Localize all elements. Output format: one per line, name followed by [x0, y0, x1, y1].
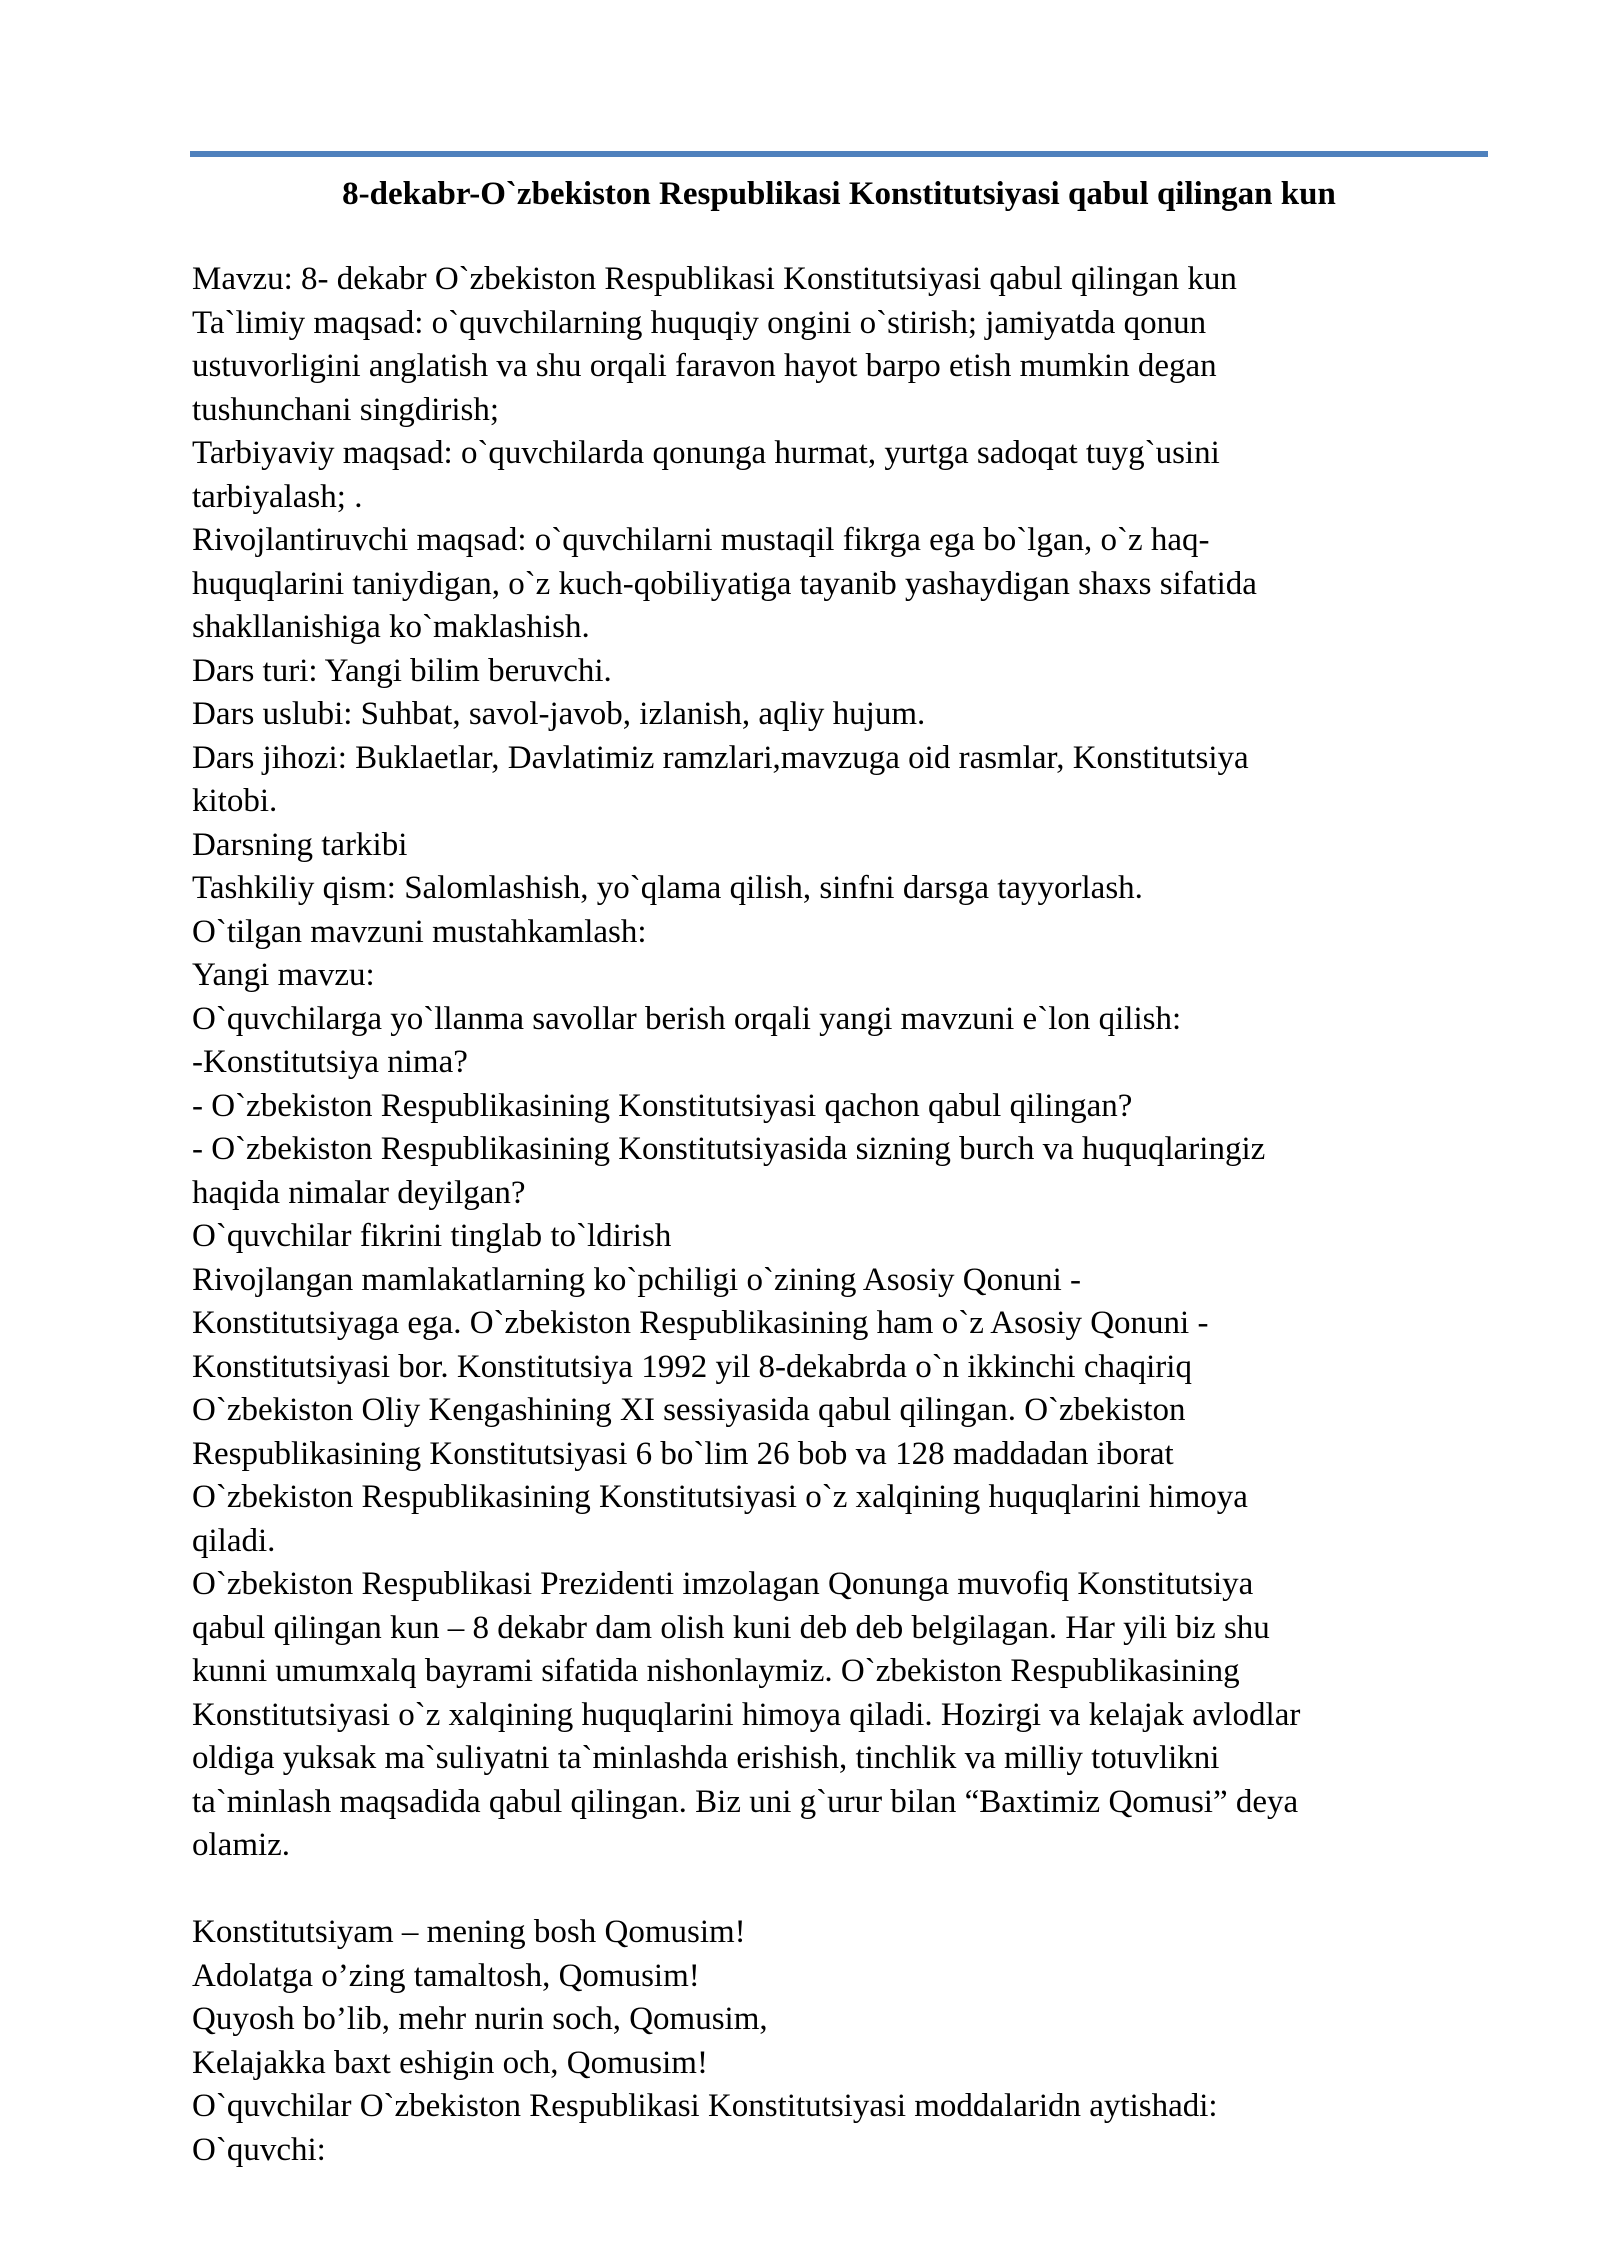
text-line: olamiz. — [192, 1827, 291, 1863]
blank-line — [192, 1868, 1492, 1912]
text-line: Ta`limiy maqsad: o`quvchilarning huquqiy ongini o`stirish; jamiyatda qonun — [192, 304, 1207, 341]
header-rule — [190, 151, 1488, 157]
text-line: kunni umumxalq bayrami sifatida nishonlaymiz. O`zbekiston Respublikasining — [192, 1653, 1240, 1689]
text-line: Konstitutsiyasi o`z xalqining huquqlarini himoya qiladi. Hozirgi va kelajak avlodlar — [192, 1696, 1301, 1733]
text-line: - O`zbekiston Respublikasining Konstitutsiyasi qachon qabul qilingan? — [192, 1087, 1133, 1124]
text-line: O`zbekiston Respublikasining Konstitutsiyasi o`z xalqining huquqlarini himoya — [192, 1479, 1248, 1515]
text-line: haqida nimalar deyilgan? — [192, 1174, 526, 1211]
text-line: Quyosh bo’lib, mehr nurin soch, Qomusim, — [192, 2001, 768, 2037]
text-line: shakllanishiga ko`maklashish. — [192, 609, 590, 645]
text-line: oldiga yuksak ma`suliyatni ta`minlashda erishish, tinchlik va milliy totuvlikni — [192, 1740, 1220, 1776]
text-line: qabul qilingan kun – 8 dekabr dam olish kuni deb deb belgilagan. Har yili biz shu — [192, 1609, 1270, 1646]
text-line: Dars jihozi: Buklaetlar, Davlatimiz ramzlari,mavzuga oid rasmlar, Konstitutsiya — [192, 739, 1249, 776]
text-line: Tarbiyaviy maqsad: o`quvchilarda qonunga hurmat, yurtga sadoqat tuyg`usini — [192, 435, 1220, 471]
document-body — [192, 258, 1492, 2172]
text-line: O`quvchilar fikrini tinglab to`ldirish — [192, 1218, 672, 1254]
text-line: ta`minlash maqsadida qabul qilingan. Biz uni g`urur bilan “Baxtimiz Qomusi” deya — [192, 1783, 1299, 1820]
text-line: O`zbekiston Respublikasi Prezidenti imzolagan Qonunga muvofiq Konstitutsiya — [192, 1566, 1254, 1602]
text-line: Kelajakka baxt eshigin och, Qomusim! — [192, 2044, 708, 2081]
text-line: tarbiyalash; . — [192, 478, 363, 515]
text-line: Darsning tarkibi — [192, 826, 408, 863]
text-line: qiladi. — [192, 1522, 276, 1559]
text-line: Konstitutsiyam – mening bosh Qomusim! — [192, 1914, 746, 1950]
text-line: O`zbekiston Oliy Kengashining XI sessiyasida qabul qilingan. O`zbekiston — [192, 1392, 1186, 1428]
text-line: Mavzu: 8- dekabr O`zbekiston Respublikasi Konstitutsiyasi qabul qilingan kun — [192, 261, 1237, 297]
text-line: Dars turi: Yangi bilim beruvchi. — [192, 652, 612, 689]
text-line: ustuvorligini anglatish va shu orqali faravon hayot barpo etish mumkin degan — [192, 348, 1217, 384]
text-line: tushunchani singdirish; — [192, 391, 500, 428]
text-line: O`quvchilarga yo`llanma savollar berish orqali yangi mavzuni e`lon qilish: — [192, 1000, 1182, 1037]
text-line: O`quvchilar O`zbekiston Respublikasi Konstitutsiyasi moddalaridn aytishadi: — [192, 2088, 1218, 2124]
text-line: Dars uslubi: Suhbat, savol-javob, izlanish, aqliy hujum. — [192, 696, 926, 732]
text-line: Tashkiliy qism: Salomlashish, yo`qlama qilish, sinfni darsga tayyorlash. — [192, 870, 1143, 906]
text-line: Konstitutsiyaga ega. O`zbekiston Respublikasining ham o`z Asosiy Qonuni - — [192, 1305, 1209, 1341]
text-line: Yangi mavzu: — [192, 957, 375, 993]
text-line: -Konstitutsiya nima? — [192, 1044, 468, 1080]
text-line: Respublikasining Konstitutsiyasi 6 bo`lim 26 bob va 128 maddadan iborat — [192, 1435, 1174, 1472]
text-line: huquqlarini taniydigan, o`z kuch-qobiliyatiga tayanib yashaydigan shaxs sifatida — [192, 565, 1257, 602]
document-title: 8-dekabr-O`zbekiston Respublikasi Konstitutsiyasi qabul qilingan kun — [342, 176, 1336, 212]
text-line: Rivojlangan mamlakatlarning ko`pchiligi o`zining Asosiy Qonuni - — [192, 1261, 1082, 1298]
text-line: O`tilgan mavzuni mustahkamlash: — [192, 913, 647, 950]
text-line: O`quvchi: — [192, 2131, 326, 2168]
text-line: - O`zbekiston Respublikasining Konstitutsiyasida sizning burch va huquqlaringiz — [192, 1131, 1266, 1167]
text-line: kitobi. — [192, 783, 278, 819]
text-line: Rivojlantiruvchi maqsad: o`quvchilarni mustaqil fikrga ega bo`lgan, o`z haq- — [192, 522, 1210, 558]
text-line: Adolatga o’zing tamaltosh, Qomusim! — [192, 1957, 700, 1994]
text-line: Konstitutsiyasi bor. Konstitutsiya 1992 yil 8-dekabrda o`n ikkinchi chaqiriq — [192, 1348, 1192, 1385]
